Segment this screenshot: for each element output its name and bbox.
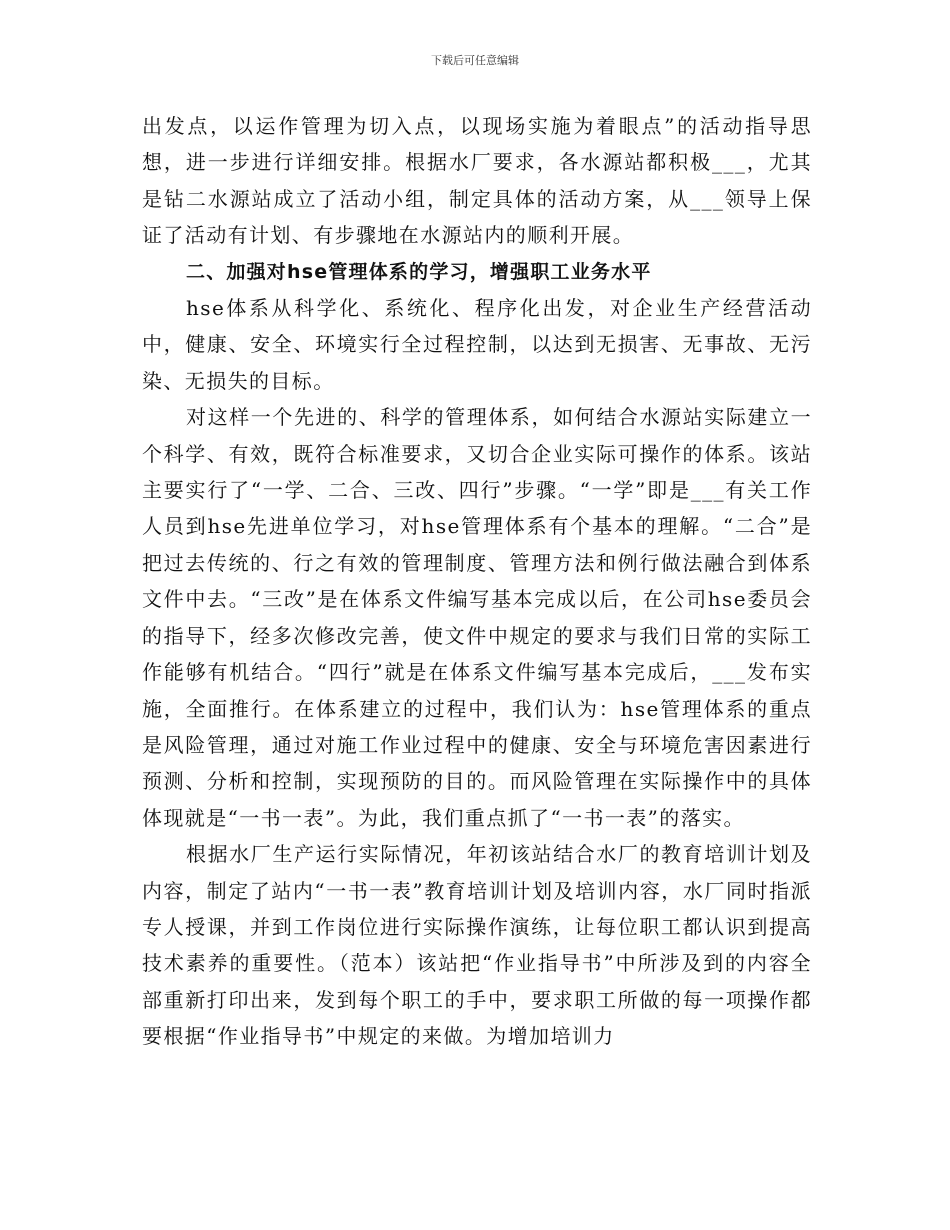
paragraph-training: 根据水厂生产运行实际情况，年初该站结合水厂的教育培训计划及内容，制定了站内“一书一表”教育培训计划及培训内容，水厂同时指派专人授课，并到工作岗位进行实际操作演练，让每位职工都认识到提高技术素养的重要性。（范本）该站把“作业指导书”中所涉及到的内容全部重新打印出来，发到每个职工的手中，要求职工所做的每一项操作都要根据“作业指导书”中规定的来做。为增加培训力	[142, 842, 812, 1049]
page-header-note: 下载后可任意编辑	[431, 54, 519, 67]
paragraph-hse-intro: hse体系从科学化、系统化、程序化出发，对企业生产经营活动中，健康、安全、环境实行全过程控制，以达到无损害、无事故、无污染、无损失的目标。	[142, 296, 812, 393]
paragraph-continuation: 出发点，以运作管理为切入点，以现场实施为着眼点”的活动指导思想，进一步进行详细安排。根据水厂要求，各水源站都积极___，尤其是钻二水源站成立了活动小组，制定具体的活动方案，从___领导上保证了活动有计划、有步骤地在水源站内的顺利开展。	[142, 114, 812, 248]
paragraph-hse-steps: 对这样一个先进的、科学的管理体系，如何结合水源站实际建立一个科学、有效，既符合标准要求，又切合企业实际可操作的体系。该站主要实行了“一学、二合、三改、四行”步骤。“一学”即是___有关工作人员到hse先进单位学习，对hse管理体系有个基本的理解。“二合”是把过去传统的、行之有效的管理制度、管理方法和例行做法融合到体系文件中去。“三改”是在体系文件编写基本完成以后，在公司hse委员会的指导下，经多次修改完善，使文件中规定的要求与我们日常的实际工作能够有机结合。“四行”就是在体系文件编写基本完成后，___发布实施，全面推行。在体系建立的过程中，我们认为：hse管理体系的重点是风险管理，通过对施工作业过程中的健康、安全与环境危害因素进行预测、分析和控制，实现预防的目的。而风险管理在实际操作中的具体体现就是“一书一表”。为此，我们重点抓了“一书一表”的落实。	[142, 405, 812, 830]
section-heading: 二、加强对hse管理体系的学习，增强职工业务水平	[186, 260, 652, 283]
document-body	[142, 108, 812, 1055]
